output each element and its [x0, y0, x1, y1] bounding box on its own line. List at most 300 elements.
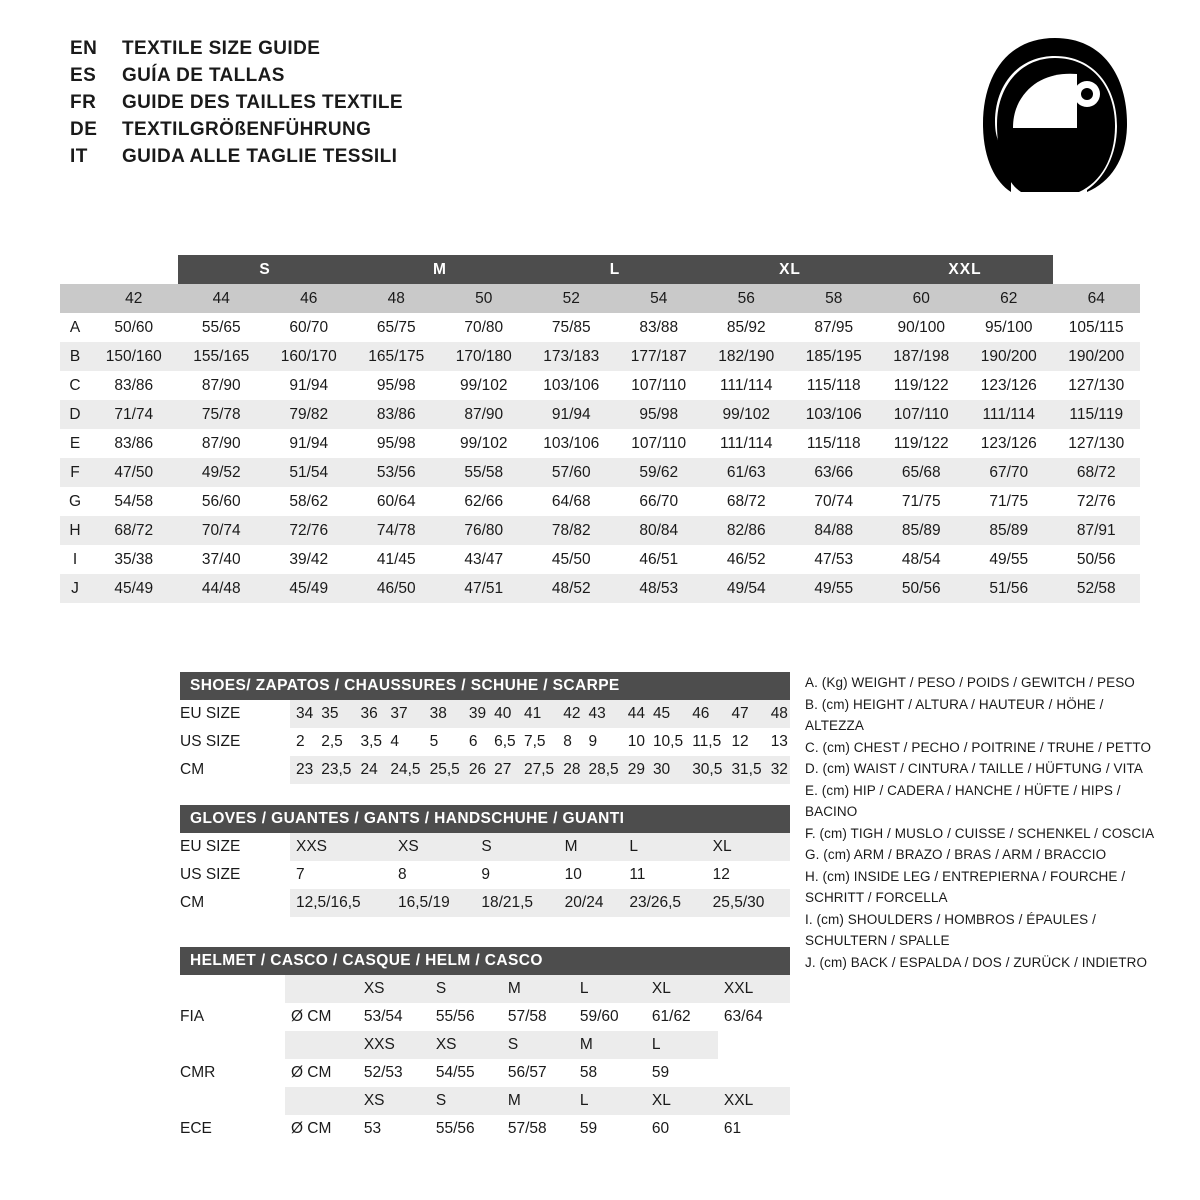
measurement-cell: 85/92: [703, 313, 791, 342]
measurement-row-label: D: [60, 400, 90, 429]
value-cell: 37: [384, 700, 423, 728]
value-cell: 9: [582, 728, 621, 756]
textile-measurement-table: [60, 255, 1140, 603]
legend-line: I. (cm) SHOULDERS / HOMBROS / ÉPAULES /: [805, 911, 1096, 927]
measurement-row-label: H: [60, 516, 90, 545]
table-row: [180, 700, 790, 728]
legend-line: SCHRITT / FORCELLA: [805, 890, 948, 905]
helmet-size-cell: XS: [358, 1087, 430, 1115]
value-cell: L: [623, 833, 706, 861]
shoes-table: [180, 700, 790, 784]
measurement-cell: 74/78: [353, 516, 441, 545]
legend-line: B. (cm) HEIGHT / ALTURA / HAUTEUR / HÖHE / ALTEZZA: [805, 696, 1104, 733]
measurement-cell: 84/88: [790, 516, 878, 545]
value-cell: 12,5/16,5: [290, 889, 392, 917]
measurement-cell: 185/195: [790, 342, 878, 371]
measurement-cell: 65/75: [353, 313, 441, 342]
title-language-code: FR: [70, 92, 97, 113]
table-row: [60, 458, 1140, 487]
measurement-cell: 48/52: [528, 574, 616, 603]
measurement-cell: 79/82: [265, 400, 353, 429]
title-language-text: TEXTILGRÖßENFÜHRUNG: [122, 119, 372, 140]
helmet-unit-label: Ø CM: [285, 1003, 358, 1031]
measurement-cell: 103/106: [528, 371, 616, 400]
measurement-cell: 182/190: [703, 342, 791, 371]
value-cell: 6: [463, 728, 488, 756]
measurement-row-label: F: [60, 458, 90, 487]
size-header-cell: 50: [440, 284, 528, 313]
measurement-cell: 91/94: [265, 429, 353, 458]
measurement-cell: 103/106: [528, 429, 616, 458]
measurement-cell: 68/72: [703, 487, 791, 516]
title-language-code: DE: [70, 119, 98, 140]
value-cell: 38: [424, 700, 463, 728]
measurement-cell: 65/68: [878, 458, 966, 487]
helmet-value-cell: 61: [718, 1115, 790, 1143]
helmet-size-row: [180, 1087, 790, 1115]
measurement-cell: 95/98: [615, 400, 703, 429]
helmet-size-cell: XXL: [718, 1087, 790, 1115]
value-cell: 27,5: [518, 756, 557, 784]
value-cell: 10: [559, 861, 624, 889]
row-label: US SIZE: [180, 861, 290, 889]
measurement-cell: 82/86: [703, 516, 791, 545]
helmet-size-row-spacer: [180, 975, 285, 1003]
measurement-cell: 95/98: [353, 371, 441, 400]
value-cell: 3,5: [354, 728, 384, 756]
measurement-cell: 127/130: [1053, 371, 1141, 400]
measurement-cell: 51/56: [965, 574, 1053, 603]
legend-line: E. (cm) HIP / CADERA / HANCHE / HÜFTE / HIPS / BACINO: [805, 782, 1121, 819]
table-row: [60, 487, 1140, 516]
size-header-cell: 52: [528, 284, 616, 313]
measurement-cell: 68/72: [1053, 458, 1141, 487]
measurement-cell: 62/66: [440, 487, 528, 516]
title-line: [70, 38, 403, 60]
value-cell: 26: [463, 756, 488, 784]
value-cell: 23,5: [315, 756, 354, 784]
value-cell: 7,5: [518, 728, 557, 756]
measurement-cell: 123/126: [965, 371, 1053, 400]
helmet-standard-row: [180, 1059, 790, 1087]
group-cell-s: S: [178, 255, 353, 284]
measurement-cell: 173/183: [528, 342, 616, 371]
group-cell-xxl: XXL: [878, 255, 1053, 284]
value-cell: 10,5: [647, 728, 686, 756]
helmet-value-cell: 57/58: [502, 1115, 574, 1143]
helmet-value-cell: 59: [574, 1115, 646, 1143]
value-cell: 5: [424, 728, 463, 756]
value-cell: 23: [290, 756, 315, 784]
measurement-row-label: C: [60, 371, 90, 400]
gloves-section: [180, 805, 790, 917]
measurement-cell: 165/175: [353, 342, 441, 371]
measurement-cell: 91/94: [265, 371, 353, 400]
value-cell: 42: [557, 700, 582, 728]
measurement-cell: 72/76: [1053, 487, 1141, 516]
measurement-cell: 48/54: [878, 545, 966, 574]
table-row: [60, 545, 1140, 574]
legend-line: SCHULTERN / SPALLE: [805, 933, 950, 948]
value-cell: 35: [315, 700, 354, 728]
measurement-cell: 71/74: [90, 400, 178, 429]
measurement-cell: 123/126: [965, 429, 1053, 458]
measurement-cell: 49/52: [178, 458, 266, 487]
title-line: [70, 146, 403, 168]
measurement-cell: 80/84: [615, 516, 703, 545]
table-row: [180, 889, 790, 917]
measurement-cell: 119/122: [878, 371, 966, 400]
measurement-cell: 119/122: [878, 429, 966, 458]
helmet-section: [180, 947, 790, 1143]
title-language-text: GUIDE DES TAILLES TEXTILE: [122, 92, 403, 113]
legend-line: J. (cm) BACK / ESPALDA / DOS / ZURÜCK / INDIETRO: [805, 954, 1148, 970]
measurement-cell: 54/58: [90, 487, 178, 516]
value-cell: 43: [582, 700, 621, 728]
measurement-cell: 63/66: [790, 458, 878, 487]
helmet-unit-spacer: [285, 1087, 358, 1115]
value-cell: 29: [622, 756, 647, 784]
value-cell: 48: [765, 700, 790, 728]
helmet-size-row-spacer: [180, 1087, 285, 1115]
measurement-cell: 177/187: [615, 342, 703, 371]
table-row: [60, 313, 1140, 342]
measurement-row-label: I: [60, 545, 90, 574]
value-cell: XS: [392, 833, 475, 861]
measurement-row-label: J: [60, 574, 90, 603]
value-cell: 46: [686, 700, 725, 728]
value-cell: 10: [622, 728, 647, 756]
helmet-value-cell: 55/56: [430, 1003, 502, 1031]
measurement-cell: 83/86: [90, 429, 178, 458]
measurement-cell: 187/198: [878, 342, 966, 371]
measurement-cell: 60/70: [265, 313, 353, 342]
measurement-row-label: B: [60, 342, 90, 371]
value-cell: 18/21,5: [475, 889, 558, 917]
value-cell: 30,5: [686, 756, 725, 784]
helmet-header: HELMET / CASCO / CASQUE / HELM / CASCO: [180, 947, 790, 975]
helmet-value-cell: 57/58: [502, 1003, 574, 1031]
value-cell: 4: [384, 728, 423, 756]
measurement-cell: 68/72: [90, 516, 178, 545]
helmet-size-cell: M: [502, 975, 574, 1003]
size-header-cell: 44: [178, 284, 266, 313]
value-cell: 28: [557, 756, 582, 784]
legend-line: H. (cm) INSIDE LEG / ENTREPIERNA / FOURCHE /: [805, 868, 1126, 884]
value-cell: 6,5: [488, 728, 518, 756]
measurement-cell: 103/106: [790, 400, 878, 429]
measurement-cell: 50/56: [1053, 545, 1141, 574]
measurement-cell: 83/86: [90, 371, 178, 400]
measurement-cell: 58/62: [265, 487, 353, 516]
measurement-cell: 70/74: [178, 516, 266, 545]
value-cell: 2,5: [315, 728, 354, 756]
measurement-cell: 49/55: [965, 545, 1053, 574]
measurement-cell: 71/75: [965, 487, 1053, 516]
measurement-cell: 46/51: [615, 545, 703, 574]
row-label: CM: [180, 889, 290, 917]
row-label: EU SIZE: [180, 833, 290, 861]
measurement-cell: 107/110: [615, 371, 703, 400]
measurement-cell: 111/114: [703, 371, 791, 400]
helmet-value-cell: 61/62: [646, 1003, 718, 1031]
size-header-cell: 42: [90, 284, 178, 313]
measurement-cell: 155/165: [178, 342, 266, 371]
group-cell-m: M: [353, 255, 528, 284]
helmet-value-cell: 52/53: [358, 1059, 430, 1087]
measurement-cell: 87/90: [178, 371, 266, 400]
measurement-cell: 95/100: [965, 313, 1053, 342]
measurement-cell: 41/45: [353, 545, 441, 574]
size-header-cell: 54: [615, 284, 703, 313]
helmet-standard-label: ECE: [180, 1115, 285, 1143]
size-header-cell: 58: [790, 284, 878, 313]
measurement-cell: 87/90: [178, 429, 266, 458]
value-cell: 24,5: [384, 756, 423, 784]
value-cell: 2: [290, 728, 315, 756]
measurement-cell: 45/49: [265, 574, 353, 603]
helmet-unit-spacer: [285, 1031, 358, 1059]
measurement-cell: 190/200: [965, 342, 1053, 371]
measurement-cell: 160/170: [265, 342, 353, 371]
measurement-cell: 71/75: [878, 487, 966, 516]
helmet-standard-label: CMR: [180, 1059, 285, 1087]
helmet-unit-label: Ø CM: [285, 1059, 358, 1087]
table-row: [180, 756, 790, 784]
size-header-cell: 56: [703, 284, 791, 313]
value-cell: 23/26,5: [623, 889, 706, 917]
value-cell: 28,5: [582, 756, 621, 784]
helmet-unit-label: Ø CM: [285, 1115, 358, 1143]
helmet-size-cell: M: [502, 1087, 574, 1115]
helmet-size-row-spacer: [180, 1031, 285, 1059]
measurement-cell: 83/88: [615, 313, 703, 342]
title-language-code: ES: [70, 65, 97, 86]
helmet-value-cell: 59/60: [574, 1003, 646, 1031]
measurement-cell: 127/130: [1053, 429, 1141, 458]
row-label: CM: [180, 756, 290, 784]
helmet-value-cell: 53/54: [358, 1003, 430, 1031]
measurement-cell: 67/70: [965, 458, 1053, 487]
measurement-cell: 35/38: [90, 545, 178, 574]
measurement-cell: 72/76: [265, 516, 353, 545]
measurement-cell: 87/90: [440, 400, 528, 429]
value-cell: 8: [392, 861, 475, 889]
value-cell: 39: [463, 700, 488, 728]
measurement-cell: 53/56: [353, 458, 441, 487]
value-cell: 47: [725, 700, 764, 728]
value-cell: 45: [647, 700, 686, 728]
group-cell-empty: [90, 255, 178, 284]
title-line: [70, 92, 403, 114]
measurement-cell: 91/94: [528, 400, 616, 429]
title-language-text: GUÍA DE TALLAS: [122, 65, 285, 86]
table-row: [60, 429, 1140, 458]
value-cell: 27: [488, 756, 518, 784]
helmet-table: [180, 975, 790, 1143]
measurement-cell: 39/42: [265, 545, 353, 574]
title-language-text: TEXTILE SIZE GUIDE: [122, 38, 321, 59]
value-cell: 25,5/30: [707, 889, 790, 917]
value-cell: 31,5: [725, 756, 764, 784]
size-header-row: [60, 284, 1140, 313]
value-cell: XXS: [290, 833, 392, 861]
measurement-cell: 66/70: [615, 487, 703, 516]
helmet-size-cell: L: [574, 1087, 646, 1115]
measurement-cell: 99/102: [440, 429, 528, 458]
measurement-cell: 107/110: [878, 400, 966, 429]
title-line: [70, 119, 403, 141]
title-block: [70, 38, 403, 173]
helmet-size-cell: XL: [646, 1087, 718, 1115]
helmet-value-cell: 63/64: [718, 1003, 790, 1031]
helmet-size-cell: XXL: [718, 975, 790, 1003]
value-cell: 20/24: [559, 889, 624, 917]
table-row: [180, 833, 790, 861]
helmet-standard-label: FIA: [180, 1003, 285, 1031]
size-header-cell: 60: [878, 284, 966, 313]
measurement-cell: 61/63: [703, 458, 791, 487]
table-row: [60, 400, 1140, 429]
helmet-value-cell: 55/56: [430, 1115, 502, 1143]
measurement-cell: 83/86: [353, 400, 441, 429]
measurement-cell: 85/89: [965, 516, 1053, 545]
value-cell: 8: [557, 728, 582, 756]
measurement-cell: 49/54: [703, 574, 791, 603]
title-line: [70, 65, 403, 87]
value-cell: S: [475, 833, 558, 861]
value-cell: 40: [488, 700, 518, 728]
measurement-cell: 115/118: [790, 429, 878, 458]
measurement-cell: 55/58: [440, 458, 528, 487]
group-cell-l: L: [528, 255, 703, 284]
helmet-standard-row: [180, 1003, 790, 1031]
measurement-cell: 190/200: [1053, 342, 1141, 371]
measurement-cell: 99/102: [703, 400, 791, 429]
helmet-size-cell: XS: [430, 1031, 502, 1059]
size-header-spacer: [60, 284, 90, 313]
helmet-size-cell: L: [574, 975, 646, 1003]
measurement-cell: 43/47: [440, 545, 528, 574]
value-cell: 12: [707, 861, 790, 889]
measurement-cell: 50/60: [90, 313, 178, 342]
measurement-cell: 87/95: [790, 313, 878, 342]
helmet-unit-spacer: [285, 975, 358, 1003]
measurement-cell: 70/80: [440, 313, 528, 342]
measurement-cell: 99/102: [440, 371, 528, 400]
row-label: EU SIZE: [180, 700, 290, 728]
helmet-size-cell: S: [502, 1031, 574, 1059]
size-header-cell: 62: [965, 284, 1053, 313]
group-cell-empty: [1053, 255, 1141, 284]
value-cell: 41: [518, 700, 557, 728]
measurement-cell: 45/49: [90, 574, 178, 603]
measurement-cell: 64/68: [528, 487, 616, 516]
measurement-cell: 50/56: [878, 574, 966, 603]
measurement-cell: 55/65: [178, 313, 266, 342]
gloves-header: GLOVES / GUANTES / GANTS / HANDSCHUHE / GUANTI: [180, 805, 790, 833]
gloves-table: [180, 833, 790, 917]
shoes-section: [180, 672, 790, 784]
value-cell: 7: [290, 861, 392, 889]
value-cell: 32: [765, 756, 790, 784]
legend-line: G. (cm) ARM / BRAZO / BRAS / ARM / BRACCIO: [805, 847, 1107, 862]
table-row: [60, 371, 1140, 400]
measurement-cell: 75/85: [528, 313, 616, 342]
table-row: [60, 342, 1140, 371]
measurement-cell: 150/160: [90, 342, 178, 371]
measurement-cell: 170/180: [440, 342, 528, 371]
size-header-cell: 64: [1053, 284, 1141, 313]
legend-line: A. (Kg) WEIGHT / PESO / POIDS / GEWITCH / PESO: [805, 675, 1135, 690]
measurement-cell: 48/53: [615, 574, 703, 603]
helmet-size-cell: XS: [358, 975, 430, 1003]
value-cell: 25,5: [424, 756, 463, 784]
group-header-row: [60, 255, 1140, 284]
helmet-size-row: [180, 1031, 790, 1059]
value-cell: 9: [475, 861, 558, 889]
value-cell: 13: [765, 728, 790, 756]
measurement-cell: 45/50: [528, 545, 616, 574]
measurement-row-label: E: [60, 429, 90, 458]
helmet-size-cell: L: [646, 1031, 718, 1059]
helmet-size-row: [180, 975, 790, 1003]
legend-line: C. (cm) CHEST / PECHO / POITRINE / TRUHE / PETTO: [805, 739, 1152, 755]
measurement-cell: 44/48: [178, 574, 266, 603]
helmet-value-cell: 60: [646, 1115, 718, 1143]
measurement-cell: 75/78: [178, 400, 266, 429]
value-cell: 36: [354, 700, 384, 728]
measurement-cell: 107/110: [615, 429, 703, 458]
measurement-cell: 57/60: [528, 458, 616, 487]
measurement-cell: 111/114: [965, 400, 1053, 429]
measurement-cell: 46/52: [703, 545, 791, 574]
measurement-cell: 51/54: [265, 458, 353, 487]
legend-line: F. (cm) TIGH / MUSLO / CUISSE / SCHENKEL / COSCIA: [805, 825, 1155, 841]
helmet-size-cell: XL: [646, 975, 718, 1003]
measurement-cell: 90/100: [878, 313, 966, 342]
helmet-size-cell: S: [430, 1087, 502, 1115]
measurement-cell: 46/50: [353, 574, 441, 603]
measurement-cell: 115/118: [790, 371, 878, 400]
value-cell: 11: [623, 861, 706, 889]
legend-line: D. (cm) WAIST / CINTURA / TAILLE / HÜFTUNG / VITA: [805, 761, 1143, 776]
measurement-cell: 47/50: [90, 458, 178, 487]
helmet-standard-row: [180, 1115, 790, 1143]
measurement-cell: 95/98: [353, 429, 441, 458]
measurement-cell: 59/62: [615, 458, 703, 487]
helmet-value-cell: 56/57: [502, 1059, 574, 1087]
measurement-cell: 78/82: [528, 516, 616, 545]
helmet-size-cell: S: [430, 975, 502, 1003]
measurement-legend: [805, 672, 1165, 973]
value-cell: 12: [725, 728, 764, 756]
measurement-cell: 56/60: [178, 487, 266, 516]
measurement-cell: 115/119: [1053, 400, 1141, 429]
table-row: [180, 728, 790, 756]
shoes-header: SHOES/ ZAPATOS / CHAUSSURES / SCHUHE / SCARPE: [180, 672, 790, 700]
helmet-value-cell: 59: [646, 1059, 718, 1087]
measurement-cell: 37/40: [178, 545, 266, 574]
size-header-cell: 48: [353, 284, 441, 313]
measurement-cell: 85/89: [878, 516, 966, 545]
value-cell: 24: [354, 756, 384, 784]
value-cell: 34: [290, 700, 315, 728]
title-language-code: EN: [70, 38, 98, 59]
measurement-cell: 70/74: [790, 487, 878, 516]
measurement-cell: 52/58: [1053, 574, 1141, 603]
measurement-cell: 49/55: [790, 574, 878, 603]
